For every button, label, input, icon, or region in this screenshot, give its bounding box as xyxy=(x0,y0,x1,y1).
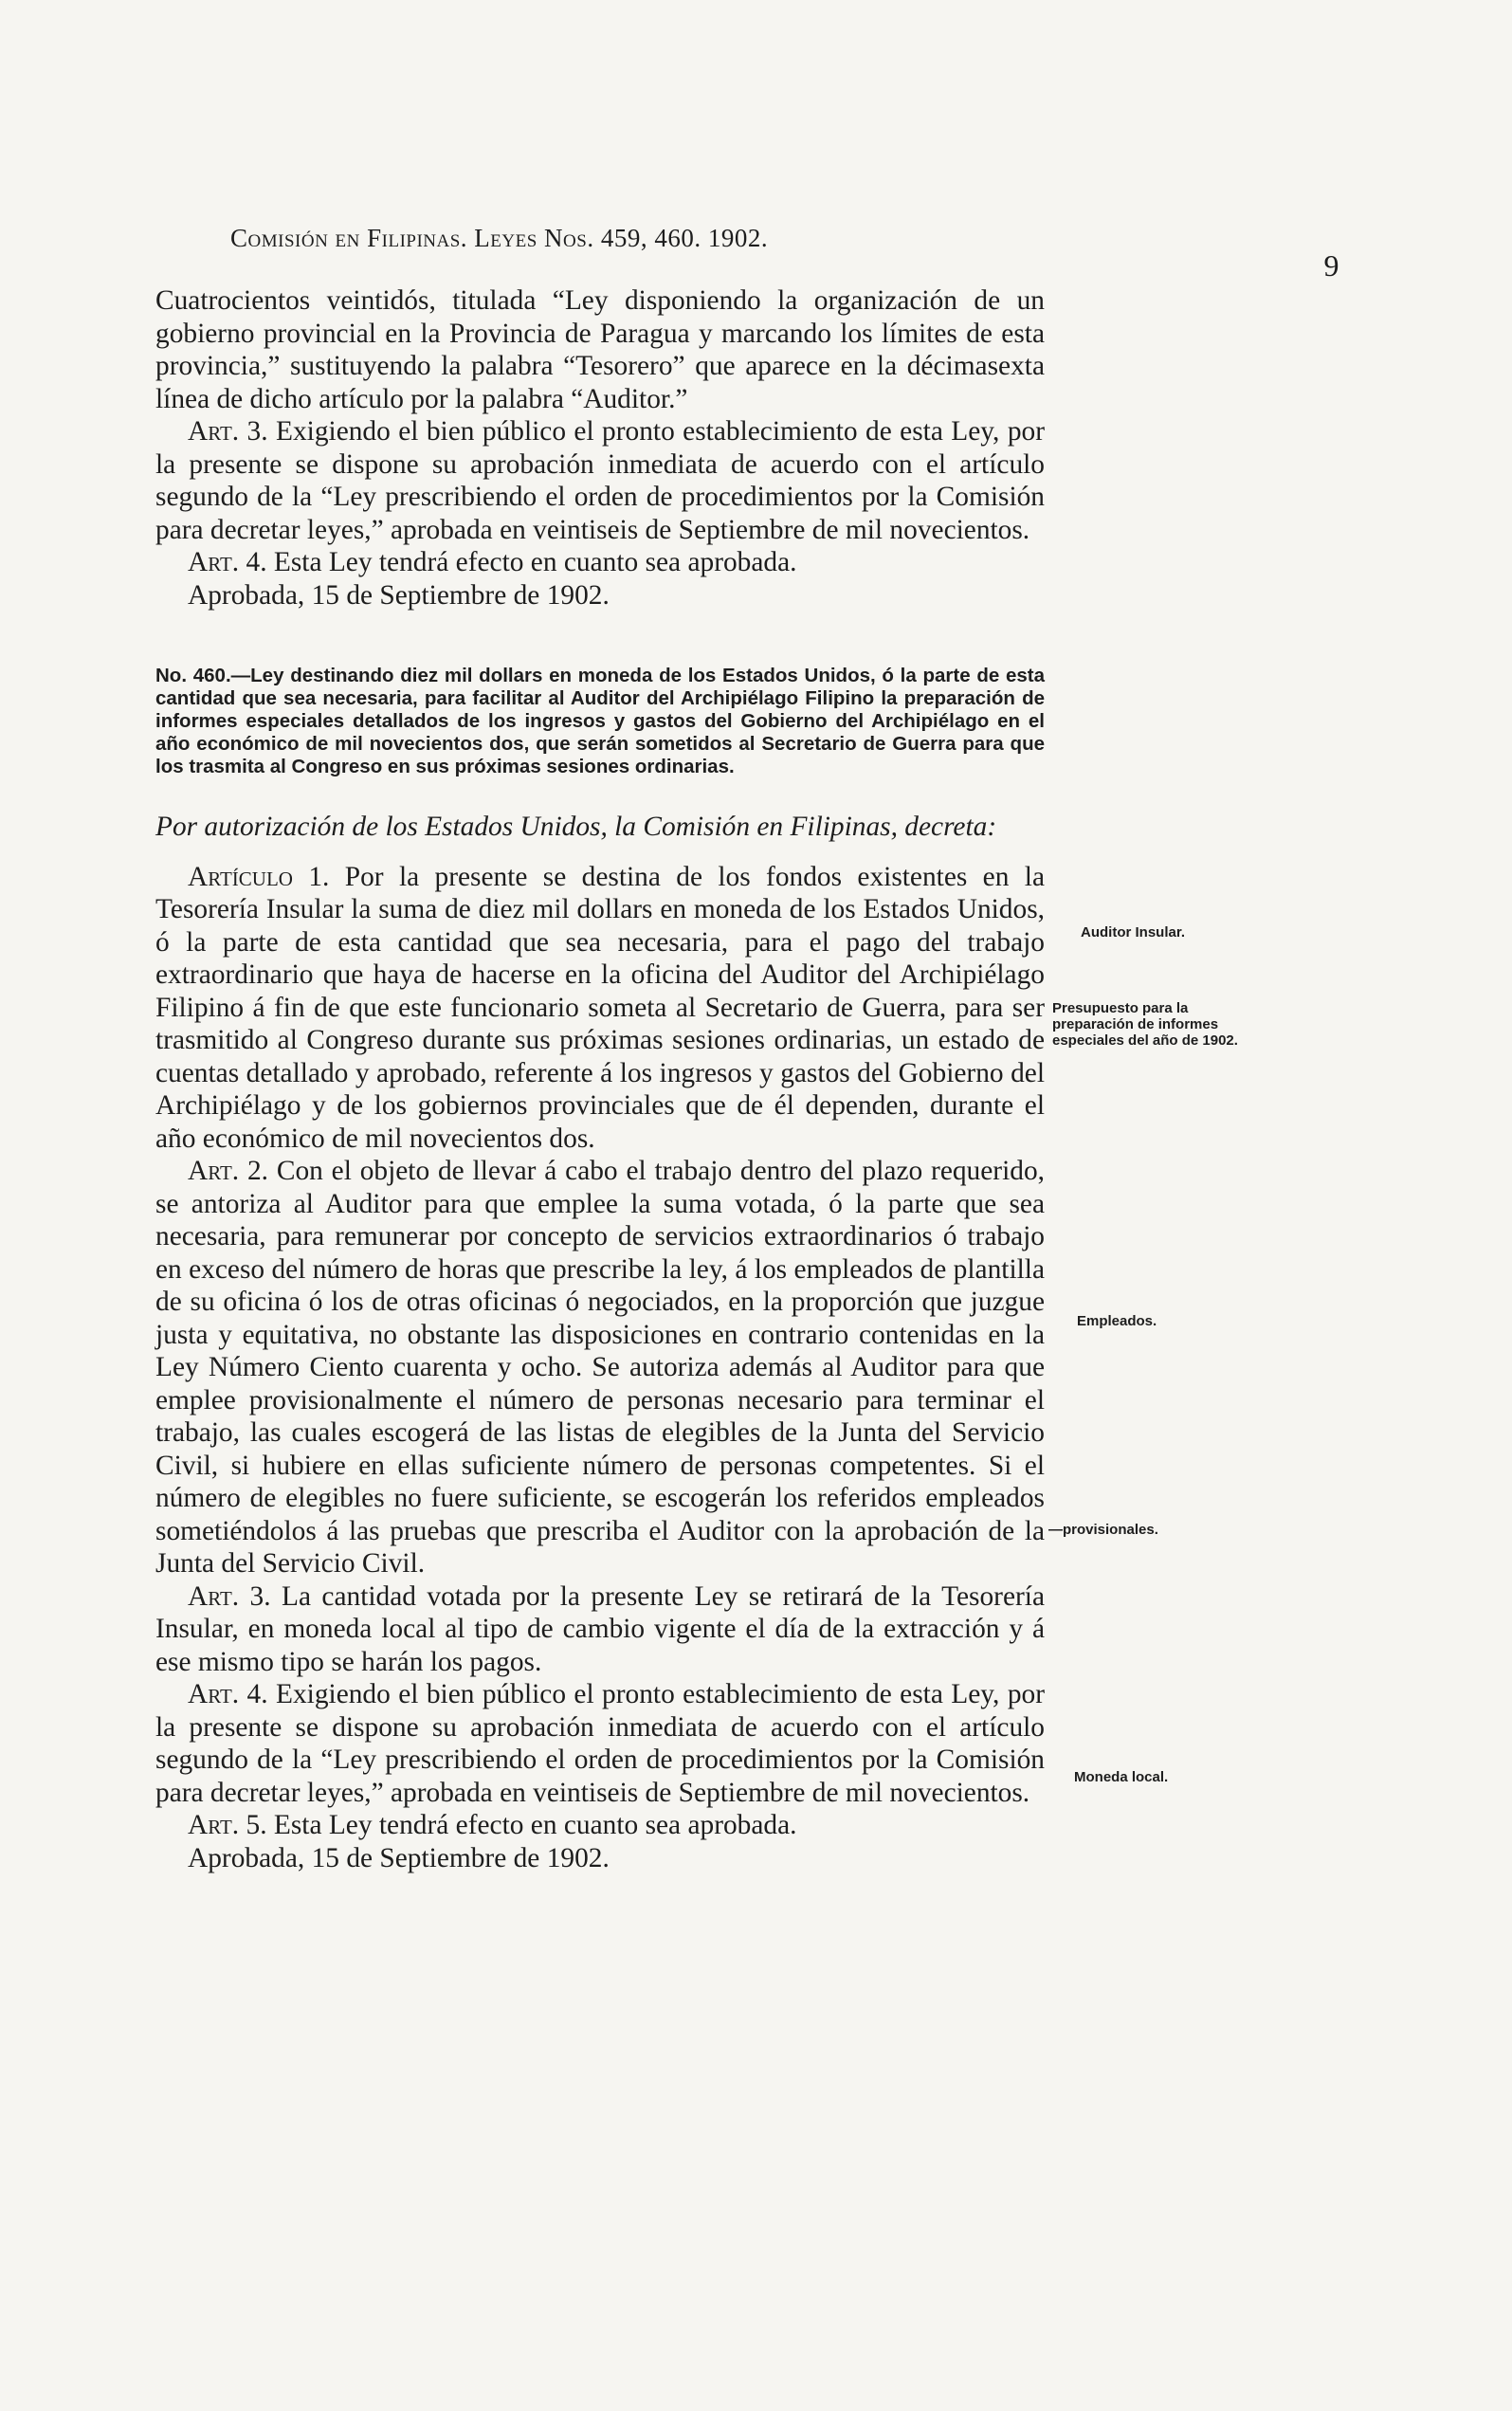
act459-art3 xyxy=(155,415,1045,546)
margin-note-presupuesto: Presupuesto para la preparación de informes especiales del año de 1902. xyxy=(1052,1000,1238,1049)
article-text: Exigiendo el bien público el pronto establecimiento de esta Ley, por la presente se dispone su aprobación inmediata de acuerdo con el artículo segundo de la “Ley prescribiendo el orden de procedimientos por la Comisión para decretar leyes,” aprobada en veintiseis de Septiembre de mil novecientos. xyxy=(155,416,1045,545)
article-text: Exigiendo el bien público el pronto establecimiento de esta Ley, por la presente se dispone su aprobación inmediata de acuerdo con el artículo segundo de la “Ley prescribiendo el orden de procedimientos por la Comisión para decretar leyes,” aprobada en veintiseis de Septiembre de mil novecientos. xyxy=(155,1679,1045,1808)
article-label: Art. 3. xyxy=(188,1580,271,1612)
act460-art3 xyxy=(155,1580,1045,1679)
article-text: Esta Ley tendrá efecto en cuanto sea aprobada. xyxy=(266,1810,797,1840)
article-label: Art. 2. xyxy=(188,1156,269,1186)
article-text: Con el objeto de llevar á cabo el trabajo dentro del plazo requerido, se antoriza al Auditor para que emplee la suma votada, ó la parte que sea necesaria, para remunerar por concepto de servicios extraordinarios ó trabajo en exceso del número de horas que prescribe la ley, á los empleados de plantilla de su oficina ó los de otras oficinas ó negociados, en la proporción que juzgue justa y equitativa, no obstante las disposiciones en contrario contenidas en la Ley Número Ciento cuarenta y ocho. Se autoriza además al Auditor para que emplee provisionalmente el número de personas necesario para terminar el trabajo, las cuales escogerá de las listas de elegibles de la Junta del Servicio Civil, si hubiere en ellas suficiente número de personas competentes. Si el número de elegibles no fuere suficiente, se escogerán los referidos empleados sometiéndolos á las pruebas que prescriba el Auditor con la aprobación de la Junta del Servicio Civil. xyxy=(155,1156,1045,1579)
article-label: Art. 4. xyxy=(188,1679,268,1709)
article-label: Art. 4. xyxy=(188,547,267,577)
article-text: Por la presente se destina de los fondos existentes en la Tesorería Insular la suma de diez mil dollars en moneda de los Estados Unidos, ó la parte de esta cantidad que sea necesaria, para el pago del trabajo extraordinario que haya de hacerse en la oficina del Auditor del Archipiélago Filipino á fin de que este funcionario someta al Secretario de Guerra, para ser trasmitido al Congreso durante sus próximas sesiones ordinarias, un estado de cuentas detallado y aprobado, referente á los ingresos y gastos del Gobierno del Archipiélago y de los gobiernos provinciales que de él dependen, durante el año económico de mil novecientos dos. xyxy=(155,861,1045,1154)
margin-note-auditor: Auditor Insular. xyxy=(1081,924,1186,941)
margin-note-empleados: Empleados. xyxy=(1077,1313,1157,1329)
article-text: Esta Ley tendrá efecto en cuanto sea aprobada. xyxy=(266,547,797,577)
header-title: Comisión en Filipinas. Leyes Nos. 459, 460. 1902. xyxy=(230,224,769,252)
act460-art4 xyxy=(155,1678,1045,1809)
enacting-clause: Por autorización de los Estados Unidos, la Comisión en Filipinas, decreta: xyxy=(155,812,997,842)
act459-art4 xyxy=(155,546,1045,579)
running-header xyxy=(230,224,1339,283)
act460-art5 xyxy=(155,1809,1045,1842)
act459-approved: Aprobada, 15 de Septiembre de 1902. xyxy=(188,579,610,611)
act459-paragraph-1: Cuatrocientos veintidós, titulada “Ley disponiendo la organización de un gobierno provincial en la Provincia de Paragua y marcando los límites de esta provincia,” sustituyendo la palabra “Tesorero” que aparece en la décimasexta línea de dicho artículo por la palabra “Auditor.” xyxy=(155,285,1045,414)
article-label: Artículo 1. xyxy=(188,861,330,892)
act460-heading: No. 460.—Ley destinando diez mil dollars en moneda de los Estados Unidos, ó la parte de esta cantidad que sea necesaria, para facilitar al Auditor del Archipiélago Filipino la preparación de informes especiales detallados de los ingresos y gastos del Gobierno del Archipiélago en el año económico de mil novecientos dos, que serán sometidos al Secretario de Guerra para que los trasmita al Congreso en sus próximas sesiones ordinarias. xyxy=(155,665,1045,777)
act460-art2 xyxy=(155,1155,1045,1580)
article-label: Art. 3. xyxy=(188,416,268,447)
article-label: Art. 5. xyxy=(188,1810,267,1840)
margin-note-moneda: Moneda local. xyxy=(1074,1769,1169,1785)
page-number: 9 xyxy=(1323,248,1339,283)
margin-note-provisionales: —provisionales. xyxy=(1048,1522,1158,1538)
main-text xyxy=(155,284,1045,1874)
article-text: La cantidad votada por la presente Ley se retirará de la Tesorería Insular, en moneda local al tipo de cambio vigente el día de la extracción y á ese mismo tipo se harán los pagos. xyxy=(155,1580,1046,1677)
act460-art1 xyxy=(155,861,1045,1156)
act460-approved: Aprobada, 15 de Septiembre de 1902. xyxy=(188,1842,610,1873)
